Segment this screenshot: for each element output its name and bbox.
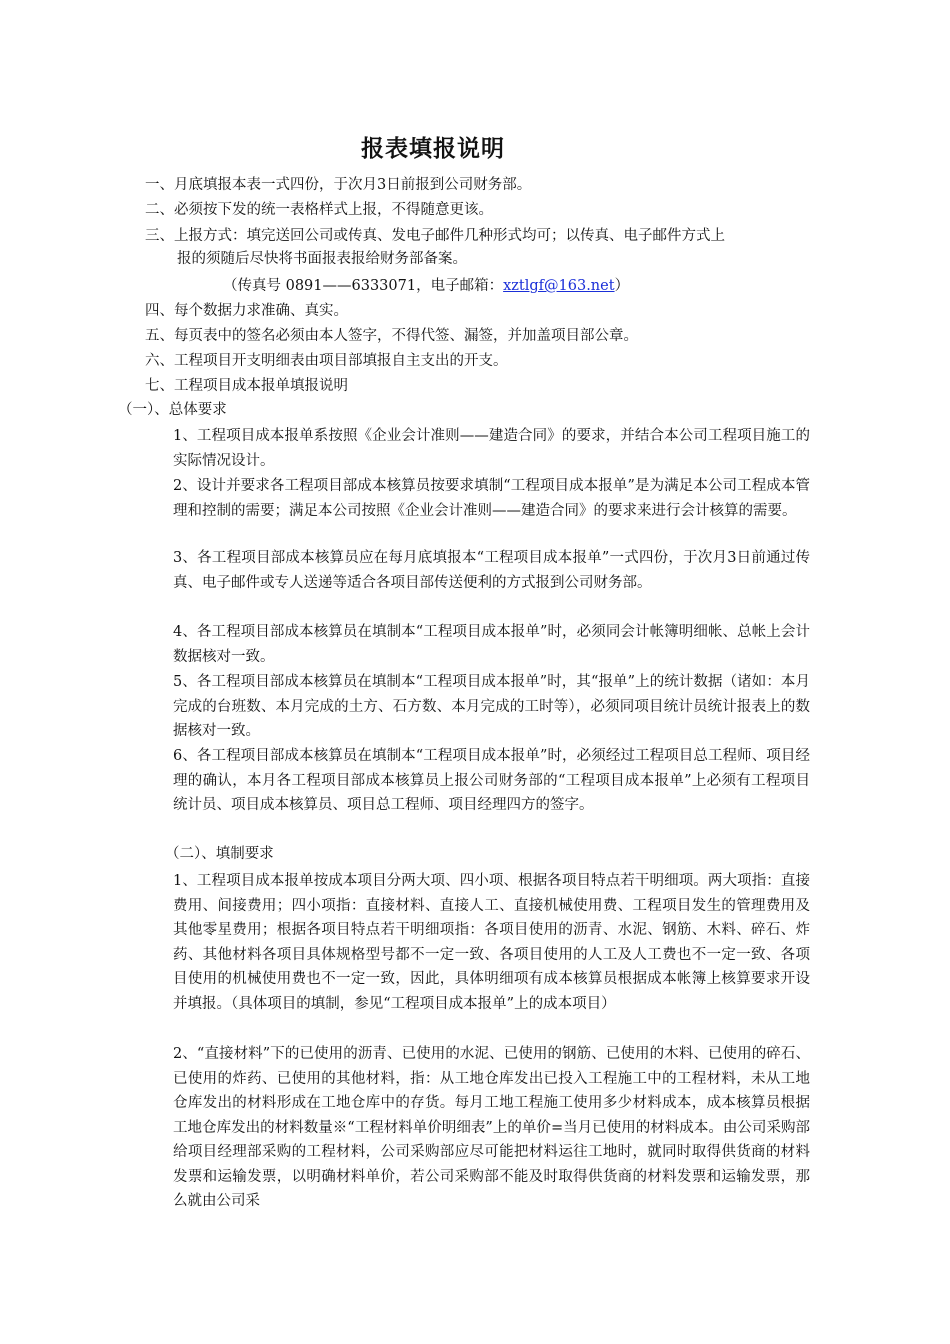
fax-suffix: ） [614,278,630,294]
section-2-paragraph-2: 2、“直接材料”下的已使用的沥青、已使用的水泥、已使用的钢筋、已使用的木料、已使用的碎石、已使用的炸药、已使用的其他材料，指：从工地仓库发出已投入工程施工中的工程材料，未从工地仓库发出的材料形成在工地仓库中的存货。每月工地工程施工使用多少材料成本，成本核算员根据工地仓库发出的材料数量※“工程材料单价明细表”上的单价=当月已使用的材料成本。由公司采购部给项目经理部采购的工程材料，公司采购部应尽可能把材料运往工地时，就同时取得供货商的材料发票和运输发票，以明确材料单价，若公司采购部不能及时取得供货商的材料发票和运输发票，那么就由公司采 [173,1046,810,1209]
section-1-paragraph-3: 3、各工程项目部成本核算员应在每月底填报本“工程项目成本报单”一式四份，于次月3日前通过传真、电子邮件或专人送递等适合各项目部传送便利的方式报到公司财务部。 [173,550,810,591]
section-1-paragraph-4: 4、各工程项目部成本核算员在填制本“工程项目成本报单”时，必须同会计帐簿明细帐、总帐上会计数据核对一致。 [173,624,810,665]
fax-prefix: （传真号 0891——6333071，电子邮箱： [223,278,504,294]
item-4: 四、每个数据力求准确、真实。 [145,303,348,319]
section-1-paragraph-2: 2、设计并要求各工程项目部成本核算员按要求填制“工程项目成本报单”是为满足本公司工程成本管理和控制的需要；满足本公司按照《企业会计准则——建造合同》的要求来进行会计核算的需要。 [173,478,810,519]
section-1-heading: （一）、总体要求 [118,402,227,418]
item-1: 一、月底填报本表一式四份，于次月3日前报到公司财务部。 [145,177,532,193]
item-6: 六、工程项目开支明细表由项目部填报自主支出的开支。 [145,353,508,369]
fax-and-email-line [223,275,629,299]
item-5: 五、每页表中的签名必须由本人签字，不得代签、漏签，并加盖项目部公章。 [145,328,638,344]
email-link[interactable]: xztlgf@163.net [503,278,615,294]
item-2: 二、必须按下发的统一表格样式上报，不得随意更该。 [145,202,493,218]
section-1-paragraph-5: 5、各工程项目部成本核算员在填制本“工程项目成本报单”时，其“报单”上的统计数据（诸如：本月完成的台班数、本月完成的土方、石方数、本月完成的工时等），必须同项目统计员统计报表上的数据核对一致。 [173,674,810,739]
item-3-continued: 报的须随后尽快将书面报表报给财务部备案。 [177,251,467,267]
document-title: 报表填报说明 [361,136,505,162]
section-2-paragraph-1: 1、工程项目成本报单按成本项目分两大项、四小项、根据各项目特点若干明细项。两大项指：直接费用、间接费用；四小项指：直接材料、直接人工、直接机械使用费、工程项目发生的管理费用及其他零星费用；根据各项目特点若干明细项指：各项目使用的沥青、水泥、钢筋、木料、碎石、炸药、其他材料各项目具体规格型号都不一定一致、各项目使用的人工及人工费也不一定一致、各项目使用的机械使用费也不一定一致，因此，具体明细项有成本核算员根据成本帐簿上核算要求开设并填报。（具体项目的填制，参见“工程项目成本报单”上的成本项目） [173,873,810,1012]
section-2-heading: （二）、填制要求 [165,846,274,862]
section-1-paragraph-1: 1、工程项目成本报单系按照《企业会计准则——建造合同》的要求，并结合本公司工程项目施工的实际情况设计。 [173,428,810,469]
section-1-paragraph-6: 6、各工程项目部成本核算员在填制本“工程项目成本报单”时，必须经过工程项目总工程师、项目经理的确认，本月各工程项目部成本核算员上报公司财务部的“工程项目成本报单”上必须有工程项目统计员、项目成本核算员、项目总工程师、项目经理四方的签字。 [173,748,810,813]
item-3: 三、上报方式：填完送回公司或传真、发电子邮件几种形式均可；以传真、电子邮件方式上 [145,228,725,244]
item-7: 七、工程项目成本报单填报说明 [145,378,348,394]
